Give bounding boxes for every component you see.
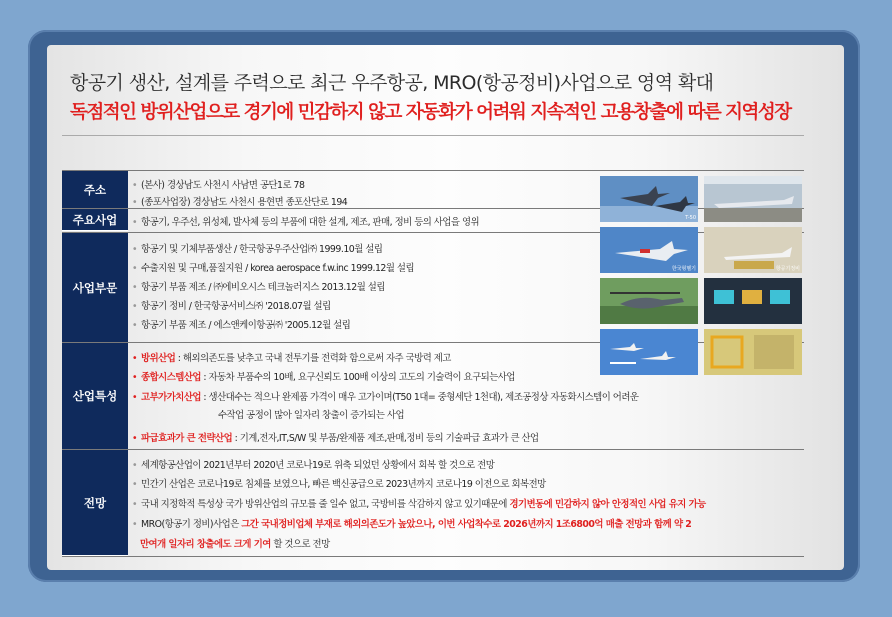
row-industry: 산업특성 • 방위산업 : 해외의존도를 낮추고 국내 전투기를 전력화 함으로써 자주 국방력 제고 • 종합시스템산업 : 자동차 부품수의 10배, 요구신뢰도 100배 이상의 고도의 기술력이 요구되는사업 • 고부가가치산업 : 생산대수는 적으나 완제품 가격이 매우 고가이며(T50 1대= 중형세단 1천대), 제조공정상 자동화시스템이 어려운 수작업 공정이 많아 일자리 창출이 증가되는 사업 • 파급효과가 큰 전략산업 : 기계,전자,IT,S/W 및 부품/완제품 제조,판매,정비 등의 기술파급 효과가 큰 산업 <box>62 342 804 450</box>
row-address: 주소 • (본사) 경상남도 사천시 사남면 공단1로 78 • (종포사업장) 경상남도 사천시 용현면 종포산단로 194 <box>62 170 804 209</box>
address-line: (종포사업장) 경상남도 사천시 용현면 종포산단로 194 <box>141 197 348 208</box>
row-label-main-business: 주요사업 <box>62 209 128 231</box>
maintenance-photo <box>704 227 802 273</box>
row-label-industry: 산업특성 <box>62 343 128 450</box>
cockpit-photo <box>704 278 802 324</box>
photo-caption: 항공기정비 <box>775 266 800 272</box>
row-label-divisions: 사업부문 <box>62 233 128 343</box>
industry-key: 방위산업 <box>141 353 176 364</box>
row-label-address: 주소 <box>62 171 128 209</box>
divider <box>62 135 804 136</box>
industry-key: 종합시스템산업 <box>141 372 201 383</box>
helicopter-photo <box>600 278 698 324</box>
outlook-line: 세계항공산업이 2021년부터 2020년 코로나19로 위축 되었던 상황에서 회복 할 것으로 전망 <box>141 460 495 471</box>
outlook-line: 국내 지정학적 특성상 국가 방위산업의 규모를 줄 일수 없고, 국방비를 삭감하지 않고 있기때문에 <box>141 499 510 510</box>
division-line: 수출지원 및 구매,품질지원 / korea aerospace f.w.inc 1999.12월 설립 <box>141 263 415 274</box>
row-label-outlook: 전망 <box>62 450 128 556</box>
sub-headline: 독점적인 방위산업으로 경기에 민감하지 않고 자동화가 어려워 지속적인 고용창출에 따른 지역성장 <box>70 102 791 123</box>
outlook-highlight: 만여개 일자리 창출에도 크게 기여 <box>140 539 271 550</box>
division-line: 항공기 부품 제조 / 에스앤케이항공㈜ '2005.12월 설립 <box>141 320 351 331</box>
main-business-line: 항공기, 우주선, 위성체, 발사체 등의 부품에 대한 설계, 제조, 판매, 정비 등의 사업을 영위 <box>141 217 480 228</box>
industry-key: 고부가가치산업 <box>141 392 201 403</box>
photo-caption: 한국형헬기 <box>671 266 696 272</box>
outlook-line: MRO(항공기 정비)사업은 <box>141 519 242 530</box>
assembly-line-photo <box>704 329 802 375</box>
outlook-line: 민간기 산업은 코로나19로 침체를 보였으나, 빠른 백신공급으로 2023년까지 코로나19 이전으로 회복전망 <box>141 479 546 490</box>
photo-grid <box>600 176 804 376</box>
industry-text-cont: 수작업 공정이 많아 일자리 창출이 증가되는 사업 <box>218 410 405 421</box>
jet-fighters-photo <box>600 176 698 222</box>
address-line: (본사) 경상남도 사천시 사남면 공단1로 78 <box>141 180 305 191</box>
row-main-business: 주요사업 • 항공기, 우주선, 위성체, 발사체 등의 부품에 대한 설계, 제조, 판매, 정비 등의 사업을 영위 <box>62 208 804 231</box>
industry-text: : 해외의존도를 낮추고 국내 전투기를 전력화 함으로써 자주 국방력 제고 <box>175 353 451 364</box>
outlook-line: 할 것으로 전망 <box>270 539 330 550</box>
headline: 항공기 생산, 설계를 주력으로 최근 우주항공, MRO(항공정비)사업으로 영역 확대 <box>70 72 714 94</box>
aircraft-hangar-photo <box>704 176 802 222</box>
row-outlook: 전망 • 세계항공산업이 2021년부터 2020년 코로나19로 위축 되었던 상황에서 회복 할 것으로 전망 • 민간기 산업은 코로나19로 침체를 보였으나, 빠른 백신공급으로 2023년까지 코로나19 이전으로 회복전망 • 국내 지정학적 특성상 국가 방위산업의 규모를 줄 일수 없고, 국방비를 삭감하지 않고 있기때문에 경기변동에 민감하지 않아 안정적인 사업 유지 가능 • MRO(항공기 정비)사업은 그간 국내정비업체 부재로 해외의존도가 높았으나, 이번 사업착수로 2026년까지 1조6800억 매출 전망과 함께 약 2 만여개 일자리 창출에도 크게 기여 할 것으로 전망 <box>62 449 804 557</box>
trainer-jet-photo <box>600 227 698 273</box>
division-line: 항공기 정비 / 한국항공서비스㈜ '2018.07월 설립 <box>141 301 331 312</box>
division-line: 항공기 및 기체부품생산 / 한국항공우주산업㈜ 1999.10월 설립 <box>141 244 383 255</box>
outlook-highlight: 경기변동에 민감하지 않아 안정적인 사업 유지 가능 <box>509 499 706 510</box>
division-line: 항공기 부품 제조 / ㈜에비오시스 테크놀러지스 2013.12월 설립 <box>141 282 385 293</box>
photo-caption: T-50 <box>685 215 696 221</box>
row-divisions: 사업부문 • 항공기 및 기체부품생산 / 한국항공우주산업㈜ 1999.10월 설립 • 수출지원 및 구매,품질지원 / korea aerospace f.w.inc 1999.12월 설립 • 항공기 부품 제조 / ㈜에비오시스 테크놀러지스 2013.12월 설립 • 항공기 정비 / 한국항공서비스㈜ '2018.07월 설립 • 항공기 부품 제조 / 에스앤케이항공㈜ '2005.12월 설립 <box>62 232 804 343</box>
industry-text: : 생산대수는 적으나 완제품 가격이 매우 고가이며(T50 1대= 중형세단 1천대), 제조공정상 자동화시스템이 어려운 <box>200 392 639 403</box>
industry-text: : 기계,전자,IT,S/W 및 부품/완제품 제조,판매,정비 등의 기술파급 효과가 큰 산업 <box>232 433 539 444</box>
industry-key: 파급효과가 큰 전략산업 <box>141 433 233 444</box>
outlook-highlight: 그간 국내정비업체 부재로 해외의존도가 높았으나, 이번 사업착수로 2026년까지 1조6800억 매출 전망과 함께 약 2 <box>241 519 692 530</box>
industry-text: : 자동차 부품수의 10배, 요구신뢰도 100배 이상의 고도의 기술력이 요구되는사업 <box>200 372 515 383</box>
aerobatic-team-photo <box>600 329 698 375</box>
